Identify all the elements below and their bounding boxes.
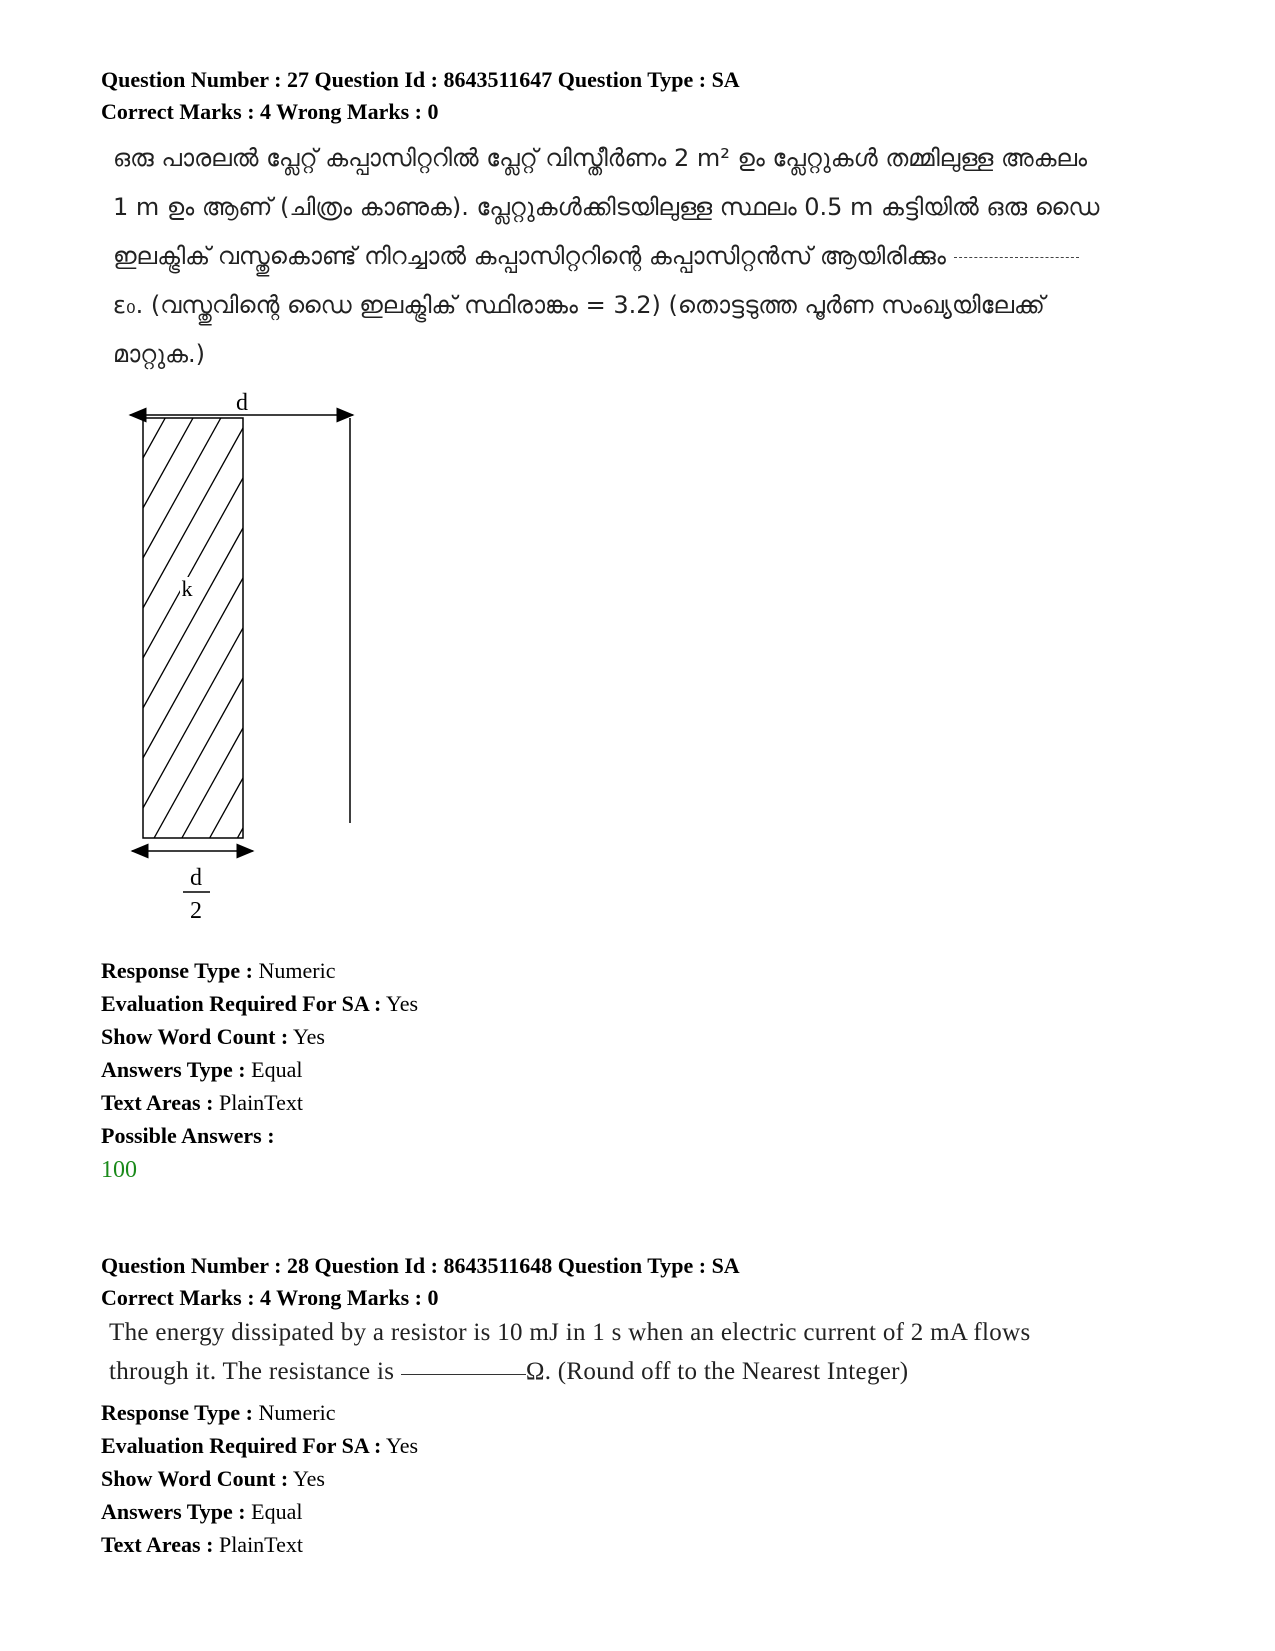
q28-question-text <box>109 1313 1030 1391</box>
answer-blank <box>954 256 1079 258</box>
meta-label: Response Type : <box>101 1400 253 1425</box>
q27-text-line: ε₀. (വസ്തുവിന്റെ ഡൈ ഇലക്ട്രിക് സ്ഥിരാങ്കം = 3.2) (തൊട്ടടുത്ത പൂർണ സംഖ്യയിലേക്ക് <box>113 291 1045 319</box>
answer-blank <box>401 1374 526 1375</box>
meta-row <box>101 1429 418 1462</box>
q27-text-line: ഒരു പാരലൽ പ്ലേറ്റ് കപ്പാസിറ്ററിൽ പ്ലേറ്റ് വിസ്തീർണം 2 m² ഉം പ്ലേറ്റുകൾ തമ്മിലുള്ള അകലം <box>113 144 1088 172</box>
meta-label: Answers Type : <box>101 1057 246 1082</box>
meta-value: Equal <box>251 1057 303 1082</box>
meta-row <box>101 1053 418 1086</box>
capacitor-diagram <box>120 385 360 945</box>
q27-meta <box>101 954 418 1188</box>
meta-value: Yes <box>386 1433 419 1458</box>
fraction-numerator: d <box>190 865 202 891</box>
q28-header-line1: Question Number : 28 Question Id : 8643511648 Question Type : SA <box>101 1253 740 1278</box>
meta-row <box>101 1462 418 1495</box>
q27-text-line: മാറ്റുക.) <box>113 340 206 368</box>
meta-row <box>101 1396 418 1429</box>
q27-header <box>101 64 740 128</box>
q28-text-line: The energy dissipated by a resistor is 10 mJ in 1 s when an electric current of 2 mA flows <box>109 1319 1031 1346</box>
dielectric-label-k: k <box>181 576 193 601</box>
meta-value: Yes <box>386 991 419 1016</box>
meta-value: Yes <box>292 1466 325 1491</box>
meta-label: Response Type : <box>101 958 253 983</box>
meta-label: Evaluation Required For SA : <box>101 1433 382 1458</box>
dielectric-hatching <box>143 385 243 945</box>
meta-label: Possible Answers : <box>101 1123 275 1148</box>
meta-value: Numeric <box>258 1400 336 1425</box>
meta-row <box>101 1119 418 1152</box>
q28-text-line: through it. The resistance is <box>109 1358 395 1385</box>
meta-label: Show Word Count : <box>101 1024 289 1049</box>
meta-row <box>101 1086 418 1119</box>
q27-question-text <box>113 134 1173 379</box>
q27-header-line1: Question Number : 27 Question Id : 8643511647 Question Type : SA <box>101 67 740 92</box>
dimension-label-d: d <box>236 390 248 416</box>
possible-answer: 100 <box>101 1157 137 1183</box>
meta-row <box>101 1528 418 1561</box>
q27-text-line: 1 m ഉം ആണ് (ചിത്രം കാണുക). പ്ലേറ്റുകൾക്കിടയിലുള്ള സ്ഥലം 0.5 m കട്ടിയിൽ ഒരു ഡൈ <box>113 193 1100 221</box>
meta-row <box>101 1020 418 1053</box>
q28-header <box>101 1250 740 1314</box>
meta-value: Equal <box>251 1499 303 1524</box>
meta-value: Numeric <box>258 958 336 983</box>
fraction-denominator: 2 <box>190 898 202 924</box>
meta-label: Show Word Count : <box>101 1466 289 1491</box>
q28-meta <box>101 1396 418 1561</box>
meta-label: Text Areas : <box>101 1532 214 1557</box>
meta-label: Answers Type : <box>101 1499 246 1524</box>
meta-row <box>101 1495 418 1528</box>
meta-label: Text Areas : <box>101 1090 214 1115</box>
meta-label: Evaluation Required For SA : <box>101 991 382 1016</box>
meta-row <box>101 987 418 1020</box>
meta-value: Yes <box>292 1024 325 1049</box>
q28-header-line2: Correct Marks : 4 Wrong Marks : 0 <box>101 1285 439 1310</box>
meta-value: PlainText <box>218 1090 303 1115</box>
q27-text-line: ഇലക്ട്രിക് വസ്തുകൊണ്ട് നിറച്ചാൽ കപ്പാസിറ്ററിന്റെ കപ്പാസിറ്റൻസ് ആയിരിക്കും <box>113 242 946 270</box>
q28-text-line: Ω. (Round off to the Nearest Integer) <box>525 1358 909 1385</box>
meta-row <box>101 954 418 987</box>
meta-value: PlainText <box>218 1532 303 1557</box>
q27-header-line2: Correct Marks : 4 Wrong Marks : 0 <box>101 99 439 124</box>
